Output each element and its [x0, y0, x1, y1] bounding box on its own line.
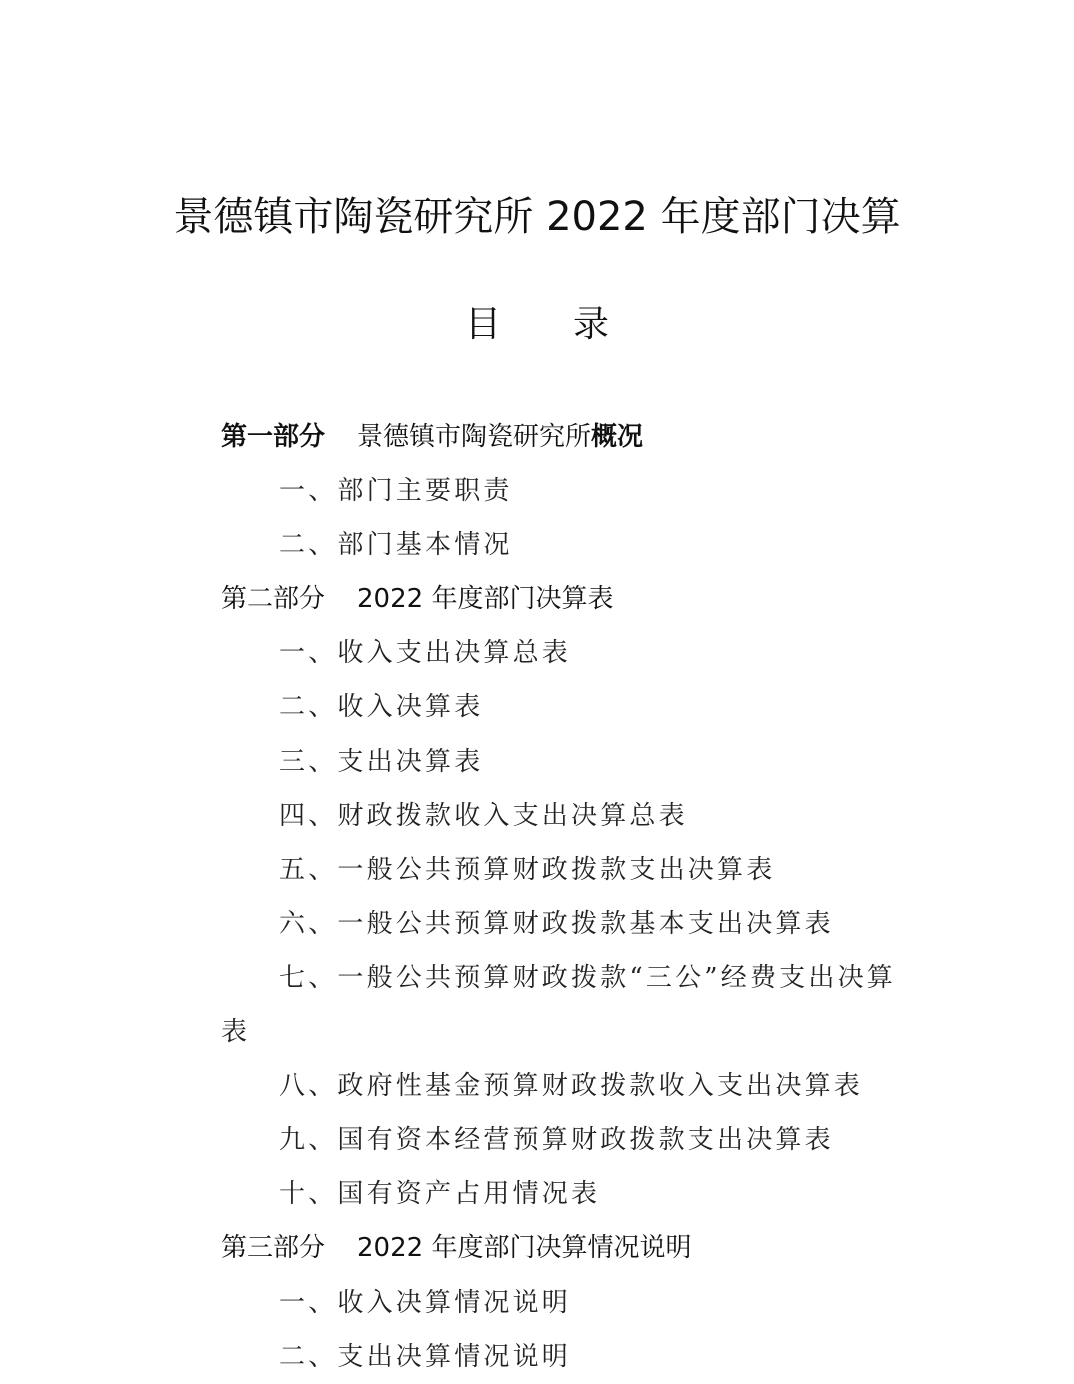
document-title: 景德镇市陶瓷研究所 2022 年度部门决算: [173, 194, 901, 240]
toc-part-2: [221, 572, 921, 626]
toc-item: 九、国有资本经营预算财政拨款支出决算表: [279, 1125, 834, 1156]
toc-heading: [0, 300, 1074, 350]
table-of-contents: [221, 410, 921, 1384]
toc-item: 一、收入决算情况说明: [279, 1287, 572, 1318]
toc-part-1-title: 景德镇市陶瓷研究所: [357, 422, 592, 452]
toc-part-1-title-suffix: 概况: [591, 422, 644, 452]
toc-part-1: [221, 410, 921, 464]
toc-heading-char-2: 录: [573, 304, 610, 345]
toc-item: 六、一般公共预算财政拨款基本支出决算表: [279, 908, 834, 939]
toc-part-2-label: 第二部分: [221, 584, 326, 615]
toc-item: 一、部门主要职责: [279, 476, 513, 507]
toc-part-3-label: 第三部分: [221, 1233, 326, 1264]
toc-item: 五、一般公共预算财政拨款支出决算表: [279, 854, 776, 885]
toc-part-1-label: 第一部分: [221, 422, 326, 452]
toc-item: 七、一般公共预算财政拨款“三公”经费支出决算: [279, 962, 896, 993]
toc-item: 四、财政拨款收入支出决算总表: [279, 800, 688, 831]
toc-item: 一、收入支出决算总表: [279, 638, 572, 669]
toc-heading-char-1: 目: [464, 304, 501, 345]
toc-item: 三、支出决算表: [279, 746, 484, 777]
toc-item: 十、国有资产占用情况表: [279, 1179, 601, 1210]
toc-part-3: [221, 1221, 921, 1275]
toc-item-continuation: 表: [221, 1017, 248, 1048]
toc-item: 八、政府性基金预算财政拨款收入支出决算表: [279, 1071, 864, 1102]
toc-item: 二、支出决算情况说明: [279, 1341, 572, 1372]
toc-part-3-title: 2022 年度部门决算情况说明: [357, 1233, 692, 1264]
toc-item: 二、部门基本情况: [279, 530, 513, 561]
toc-part-2-title: 2022 年度部门决算表: [357, 584, 614, 615]
toc-item: 二、收入决算表: [279, 692, 484, 723]
